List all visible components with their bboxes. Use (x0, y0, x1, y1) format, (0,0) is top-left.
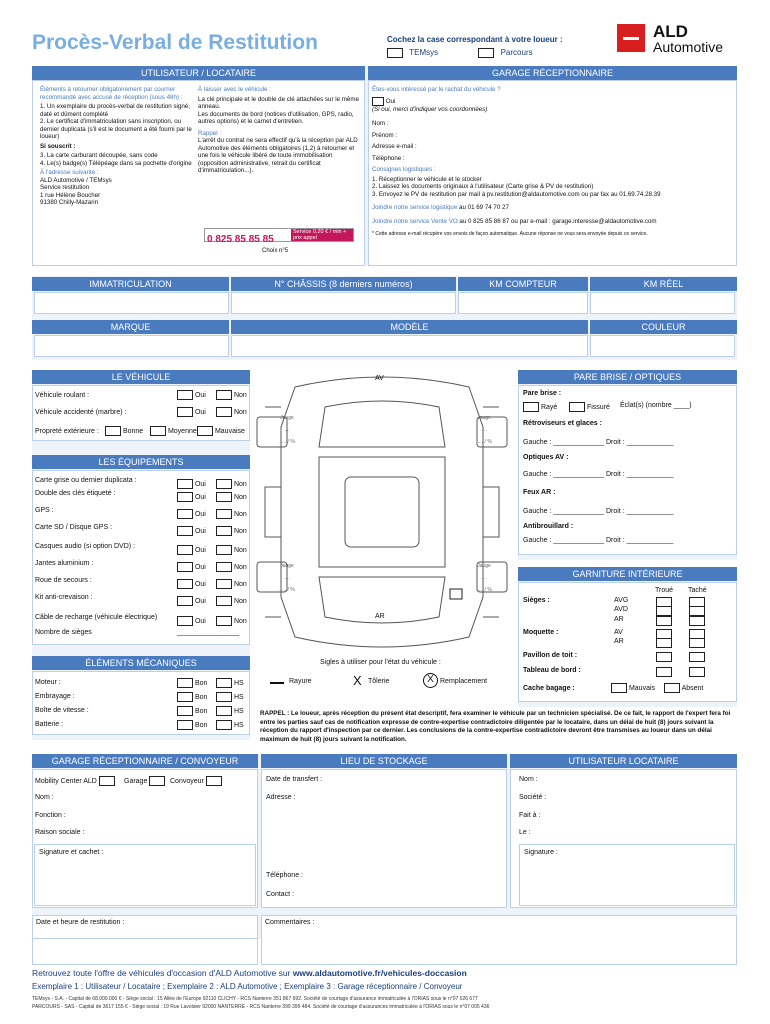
address-line-3: 1 rue Hélène Boucher (40, 191, 101, 199)
couleur-field[interactable] (590, 335, 735, 357)
equipment-label: Roue de secours : (35, 577, 92, 584)
bon-label: Bon (194, 721, 208, 729)
hs-label: HS (233, 707, 244, 715)
meca-label: Boîte de vitesse : (35, 707, 89, 714)
km-reel-field[interactable] (590, 292, 735, 314)
pare-brise-label: Pare brise : (523, 390, 562, 397)
front-left-gauge[interactable]: Jauge .... ..... / % (279, 415, 295, 445)
garage-checkbox[interactable] (149, 776, 165, 786)
sigles-title: Sigles à utiliser pour l'état du véhicule : (320, 659, 441, 666)
address-heading: À l'adresse suivante : (40, 169, 99, 176)
equipment-label: Double des clés étiqueté : (35, 490, 116, 497)
equipment-oui-checkbox[interactable] (177, 596, 193, 606)
tolerie-label: Tôlerie (368, 678, 390, 685)
col2-telephone: Téléphone : (266, 872, 303, 879)
col1-fonction: Fonction : (35, 812, 66, 819)
col3-nom: Nom : (519, 776, 538, 783)
non-label: Non (233, 617, 247, 625)
convoyeur-checkbox[interactable] (206, 776, 222, 786)
buyback-yes-checkbox[interactable] (372, 97, 384, 106)
hs-label: HS (233, 721, 244, 729)
return-item-2: 2. Le certificat d'immatriculation sans inscription, ou dernier duplicata (s'il est le document a été fourni par le loueur) (40, 118, 192, 140)
col3-fait: Fait à : (519, 812, 541, 819)
equipements-header: LES ÉQUIPEMENTS (32, 455, 250, 469)
footer-link[interactable]: www.aldautomotive.fr/vehicules-doccasion (292, 968, 467, 978)
equipment-non-checkbox[interactable] (216, 545, 232, 555)
non-label: Non (233, 510, 247, 518)
moq-av-label: AV (614, 629, 623, 636)
return-item-1: 1. Un exemplaire du procès-verbal de restitution signé, daté et dûment complété (40, 103, 190, 118)
meca-bon-checkbox[interactable] (177, 692, 193, 702)
temsys-checkbox[interactable] (387, 48, 403, 58)
raye-label: Rayé (540, 403, 558, 411)
remplacement-label: Remplacement (440, 678, 488, 685)
parcours-checkbox[interactable] (478, 48, 494, 58)
ar-label: AR (375, 613, 385, 620)
col3-signature-box[interactable]: Signature : (519, 844, 735, 906)
roulant-oui[interactable] (177, 390, 193, 400)
equipment-oui-checkbox[interactable] (177, 616, 193, 626)
mobility-checkbox[interactable] (99, 776, 115, 786)
equipment-oui-checkbox[interactable] (177, 526, 193, 536)
buyback-yes-label: Oui (385, 97, 396, 105)
return-item-3: 3. La carte carburant découpée, sans code (40, 152, 158, 159)
if-subscribed: Si souscrit : (40, 142, 76, 150)
meca-bon-checkbox[interactable] (177, 706, 193, 716)
cache-label: Cache bagage : (523, 685, 575, 692)
return-heading: Éléments à retourner obligatoirement par courrier recommandé avec accusé de réception (sous 48h) : (40, 86, 183, 101)
marque-header: MARQUE (32, 320, 229, 334)
join-vo: Joindre notre service Vente VO (372, 217, 458, 225)
oui-label: Oui (194, 480, 206, 488)
buyback-question: Êtes-vous intéressé par le rachat du véhicule ? (372, 86, 501, 93)
col1-nom: Nom : (35, 794, 54, 801)
avd-label: AVD (614, 606, 628, 613)
leave-heading: À laisser avec le véhicule : (198, 86, 271, 93)
garniture-troue-checkbox[interactable] (656, 638, 672, 648)
equipment-label: Jantes aluminium : (35, 560, 94, 567)
equipment-non-checkbox[interactable] (216, 596, 232, 606)
oui-label: Oui (194, 510, 206, 518)
non-label: Non (233, 597, 247, 605)
equipment-non-checkbox[interactable] (216, 616, 232, 626)
chassis-header: N° CHÂSSIS (8 derniers numéros) (231, 277, 456, 291)
fissure-checkbox[interactable] (569, 402, 585, 412)
meca-label: Embrayage : (35, 693, 75, 700)
moquette-label: Moquette : (523, 629, 559, 636)
bottom-col2-header: LIEU DE STOCKAGE (261, 754, 507, 768)
mauvais-label: Mauvais (628, 684, 656, 692)
front-right-gauge[interactable]: Jauge .... ..... / % (476, 415, 492, 445)
temsys-label: TEMsys (409, 48, 439, 58)
anti-gauche[interactable]: Gauche : _____________ (523, 537, 604, 544)
garniture-tache-checkbox[interactable] (689, 652, 705, 662)
meca-hs-checkbox[interactable] (216, 706, 232, 716)
logistics-2: 2. Laissez les documents originaux à l'utilisateur (Carte grise & PV de restitution) (372, 183, 594, 190)
oui-label: Oui (194, 597, 206, 605)
col3-le: Le : (519, 829, 531, 836)
moyenne-checkbox[interactable] (150, 426, 166, 436)
loueur-prompt: Cochez la case correspondant à votre loueur : (387, 35, 563, 44)
meca-bon-checkbox[interactable] (177, 720, 193, 730)
page-title: Procès-Verbal de Restitution (32, 31, 318, 54)
accidente-oui[interactable] (177, 407, 193, 417)
col2-contact: Contact : (266, 891, 295, 898)
mecaniques-header: ÉLÉMENTS MÉCANIQUES (32, 656, 250, 670)
equipment-oui-checkbox[interactable] (177, 479, 193, 489)
equipment-oui-checkbox[interactable] (177, 579, 193, 589)
proprete-label: Propreté extérieure : (35, 428, 99, 435)
anti-droit[interactable]: Droit : ____________ (606, 537, 674, 544)
reminder-body: L'arrêt du contrat ne sera effectif qu'à la réception par ALD Automotive des éléments obligatoires (1,2) à retourner et une fois le véhicule libéré de toute immobilisation (opposition administrative, retrait du certificat d'immatriculation...). (198, 137, 358, 174)
meca-hs-checkbox[interactable] (216, 692, 232, 702)
equipment-oui-checkbox[interactable] (177, 562, 193, 572)
roulant-label: Véhicule roulant : (35, 392, 90, 399)
optiques-label: Optiques AV : (523, 454, 569, 461)
tache-label: Taché (688, 587, 707, 594)
absent-label: Absent (681, 684, 704, 692)
address-line-4: 91380 Chilly-Mazarin (40, 199, 99, 206)
bottom-col3-header: UTILISATEUR LOCATAIRE (510, 754, 737, 768)
bon-label: Bon (194, 679, 208, 687)
roulant-non[interactable] (216, 390, 232, 400)
garniture-tache-checkbox[interactable] (689, 606, 705, 616)
non-label: Non (233, 527, 247, 535)
retro-gauche[interactable]: Gauche : _____________ (523, 439, 604, 446)
equipment-oui-checkbox[interactable] (177, 545, 193, 555)
hs-label: HS (233, 693, 244, 701)
oui-label: Oui (194, 580, 206, 588)
garniture-troue-checkbox[interactable] (656, 616, 672, 626)
date-transfert: Date de transfert : (266, 776, 323, 783)
equipment-label: Casques audio (si option DVD) : (35, 543, 135, 550)
retro-label: Rétroviseurs et glaces : (523, 420, 602, 427)
feux-label: Feux AR : (523, 489, 556, 496)
leave-body: La clé principale et le double de clé attachées sur le même anneau. (198, 95, 359, 110)
immat-field[interactable] (34, 292, 229, 314)
av-label: AV (375, 375, 384, 382)
col3-societe: Société : (519, 794, 547, 801)
reminder-heading: Rappel : (198, 129, 222, 137)
bottom-col1-header: GARAGE RÉCEPTIONNAIRE / CONVOYEUR (32, 754, 258, 768)
equipment-non-checkbox[interactable] (216, 526, 232, 536)
ald-logo: ALD Automotive (617, 22, 737, 58)
garage-nom: Nom : (372, 120, 389, 127)
garage-tel: Téléphone : (372, 154, 405, 162)
non-label: Non (233, 408, 247, 416)
moq-ar-label: AR (614, 638, 624, 645)
immat-header: IMMATRICULATION (32, 277, 229, 291)
date-restitution-box[interactable]: Date et heure de restitution : (32, 915, 258, 939)
footer-legal-2: PARCOURS - SAS - Capital de 3617 155 € - Siège social : 19 Rue Lavoisier 92000 NANTERRE - RCS Nanterre 399 399 484. Société de courtage d'assurances immatriculée à l'ORIAS sous le n°07 005 436 (32, 1004, 490, 1010)
oui-label: Oui (194, 391, 206, 399)
optiques-gauche[interactable]: Gauche : _____________ (523, 471, 604, 478)
accidente-non[interactable] (216, 407, 232, 417)
rayure-label: Rayure (289, 678, 312, 685)
service-phone: 0 825 85 85 85 Service 0,20 € / min + prix appel (204, 228, 354, 242)
logistics-heading: Consignes logistiques : (372, 166, 436, 173)
oui-label: Oui (194, 617, 206, 625)
tableau-label: Tableau de bord : (523, 667, 581, 674)
sieges-label: Sièges : (523, 597, 550, 604)
feux-gauche[interactable]: Gauche : _____________ (523, 508, 604, 515)
join-vo-tel: au 0 825 85 86 87 ou par e-mail : garage.interesse@aldautomotive.com (459, 217, 657, 225)
convoyeur-label: Convoyeur (170, 777, 204, 785)
raye-checkbox[interactable] (523, 402, 539, 412)
non-label: Non (233, 580, 247, 588)
equipment-label: GPS : (35, 507, 54, 514)
join-logistics: Joindre notre service logistique (372, 204, 458, 211)
hs-label: HS (233, 679, 244, 687)
km-reel-header: KM RÉEL (590, 277, 737, 291)
km-compteur-header: KM COMPTEUR (458, 277, 588, 291)
fissure-label: Fissuré (586, 403, 610, 411)
equipment-non-checkbox[interactable] (216, 579, 232, 589)
eclat-label: Éclat(s) (nombre ____) (620, 402, 692, 409)
cache-mauvais-checkbox[interactable] (611, 683, 627, 693)
garniture-tache-checkbox[interactable] (689, 616, 705, 626)
garniture-troue-checkbox[interactable] (656, 652, 672, 662)
bon-label: Bon (194, 707, 208, 715)
nb-sieges-line[interactable]: ________________ (177, 629, 240, 636)
accidente-label: Véhicule accidenté (marbre) : (35, 409, 127, 416)
modele-header: MODÈLE (231, 320, 588, 334)
garage-box-header: GARAGE RÉCEPTIONNAIRE (368, 66, 737, 80)
garage-prenom: Prénom : (372, 131, 398, 139)
join-logistics-tel: au 01 69 74 70 27 (459, 204, 509, 211)
non-label: Non (233, 391, 247, 399)
equipment-non-checkbox[interactable] (216, 509, 232, 519)
logistics-3: 3. Envoyez le PV de restitution par mail à pv.restitution@aldautomotive.com ou par fax au 01.69.74.28.39 (372, 190, 661, 198)
col1-signature-box[interactable]: Signature et cachet : (34, 844, 256, 906)
garage-email: Adresse e-mail : (372, 143, 417, 150)
col1-raison: Raison sociale : (35, 829, 85, 836)
anti-label: Antibrouillard : (523, 523, 574, 530)
equipment-label: Kit anti-crevaison : (35, 594, 93, 601)
non-label: Non (233, 546, 247, 554)
buyback-note: (Si oui, merci d'indiquer vos coordonnées) (372, 105, 488, 113)
parcours-label: Parcours (500, 48, 533, 58)
rear-left-gauge[interactable]: Jauge .... ..... / % (279, 563, 295, 593)
nb-sieges-label: Nombre de sièges (35, 629, 92, 636)
date-restitution-field[interactable] (32, 939, 258, 965)
choice-number: Choix n°5 (262, 248, 289, 254)
meca-hs-checkbox[interactable] (216, 720, 232, 730)
non-label: Non (233, 493, 247, 501)
garage-label: Garage (124, 777, 148, 785)
tolerie-icon: X (353, 673, 362, 688)
bonne-checkbox[interactable] (105, 426, 121, 436)
garniture-tache-checkbox[interactable] (689, 667, 705, 677)
pare-brise-header: PARE BRISE / OPTIQUES (518, 370, 737, 384)
rappel-text: RAPPEL : Le loueur, après réception du présent état descriptif, fera examiner le véhicule par un technicien spécialisé. De ce fait, le rapport de l'expert fera foi entre les parties sauf cas de notification expresse de contre-expertise contradictoire diligentée par le locataire, dans un délai de huit (8) jours suivant la réception du rapport d'inspection par ce dernier. Les conclusions de la contre-expertise contradictoire devront être transmises au loueur dans un délai maximum de huit (8) jours suivant la notification. (260, 710, 731, 743)
oui-label: Oui (194, 546, 206, 554)
garniture-tache-checkbox[interactable] (689, 638, 705, 648)
troue-label: Troué (655, 587, 674, 594)
optiques-droit[interactable]: Droit : ____________ (606, 471, 674, 478)
equipment-non-checkbox[interactable] (216, 492, 232, 502)
retro-droit[interactable]: Droit : ____________ (606, 439, 674, 446)
non-label: Non (233, 563, 247, 571)
non-label: Non (233, 480, 247, 488)
address-line-2: Service restitution (40, 184, 90, 191)
mauvaise-label: Mauvaise (214, 427, 245, 435)
equipment-non-checkbox[interactable] (216, 562, 232, 572)
km-compteur-field[interactable] (458, 292, 588, 314)
equipment-non-checkbox[interactable] (216, 479, 232, 489)
oui-label: Oui (194, 527, 206, 535)
commentaires-box[interactable]: Commentaires : (261, 915, 737, 965)
bon-label: Bon (194, 693, 208, 701)
footer-legal-1: TEMsys - S.A. - Capital de 68.000.000 € - Siège social : 15 Allée de l'Europe 92110 CLICHY - RCS Nanterre 351 867 692. Société de courtage d'assurance immatriculée à l'ORIAS sous le n°07 026 677 (32, 996, 478, 1002)
marque-field[interactable] (34, 335, 229, 357)
mobility-label: Mobility Center ALD (35, 777, 97, 785)
ar-seat-label: AR (614, 616, 624, 623)
meca-label: Batterie : (35, 721, 64, 728)
cache-absent-checkbox[interactable] (664, 683, 680, 693)
auto-email-note: * Cette adresse e-mail récupère vos envois de façon automatique. Aucune réponse ne vous sera envoyée depuis ce service. (372, 231, 648, 237)
meca-label: Moteur : (35, 679, 61, 686)
footer-copies: Exemplaire 1 : Utilisateur / Locataire ; Exemplaire 2 : ALD Automotive ; Exemplaire 3 : Garage réceptionnaire / Convoyeur (32, 982, 463, 991)
pavillon-label: Pavillon de toit : (523, 652, 578, 659)
modele-field[interactable] (231, 335, 588, 357)
garniture-troue-checkbox[interactable] (656, 606, 672, 616)
couleur-header: COULEUR (590, 320, 737, 334)
oui-label: Oui (194, 563, 206, 571)
oui-label: Oui (194, 408, 206, 416)
meca-hs-checkbox[interactable] (216, 678, 232, 688)
moyenne-label: Moyenne (167, 427, 197, 435)
equipment-oui-checkbox[interactable] (177, 492, 193, 502)
garniture-troue-checkbox[interactable] (656, 667, 672, 677)
remplacement-icon: X (423, 673, 438, 688)
footer-intro: Retrouvez toute l'offre de véhicules d'occasion d'ALD Automotive sur (32, 968, 293, 978)
user-box-header: UTILISATEUR / LOCATAIRE (32, 66, 365, 80)
equipment-label: Carte SD / Disque GPS : (35, 524, 113, 531)
equipment-label: Câble de recharge (véhicule électrique) (35, 614, 158, 621)
rear-right-gauge[interactable]: Jauge .... ..... / % (476, 563, 492, 593)
leave-body-2: Les documents de bord (notices d'utilisation, GPS, radio, autres options) et le carnet d'entretien. (198, 110, 354, 125)
logistics-1: 1. Réceptionner le véhicule et le stocker (372, 175, 482, 183)
meca-bon-checkbox[interactable] (177, 678, 193, 688)
oui-label: Oui (194, 493, 206, 501)
rayure-icon (270, 682, 284, 684)
bonne-label: Bonne (122, 427, 144, 435)
equipment-oui-checkbox[interactable] (177, 509, 193, 519)
feux-droit[interactable]: Droit : ____________ (606, 508, 674, 515)
car-diagram[interactable] (255, 367, 510, 657)
chassis-field[interactable] (231, 292, 456, 314)
col2-adresse: Adresse : (266, 794, 296, 801)
address-line-1: ALD Automotive / TEMsys (40, 176, 112, 184)
equipment-label: Carte grise ou dernier duplicata : (35, 477, 137, 484)
return-item-4: 4. Le(s) badge(s) Télépéage dans sa pochette d'origine (40, 159, 192, 167)
vehicule-header: LE VÉHICULE (32, 370, 250, 384)
garniture-header: GARNITURE INTÉRIEURE (518, 567, 737, 581)
mauvaise-checkbox[interactable] (197, 426, 213, 436)
avg-label: AVG (614, 597, 629, 604)
